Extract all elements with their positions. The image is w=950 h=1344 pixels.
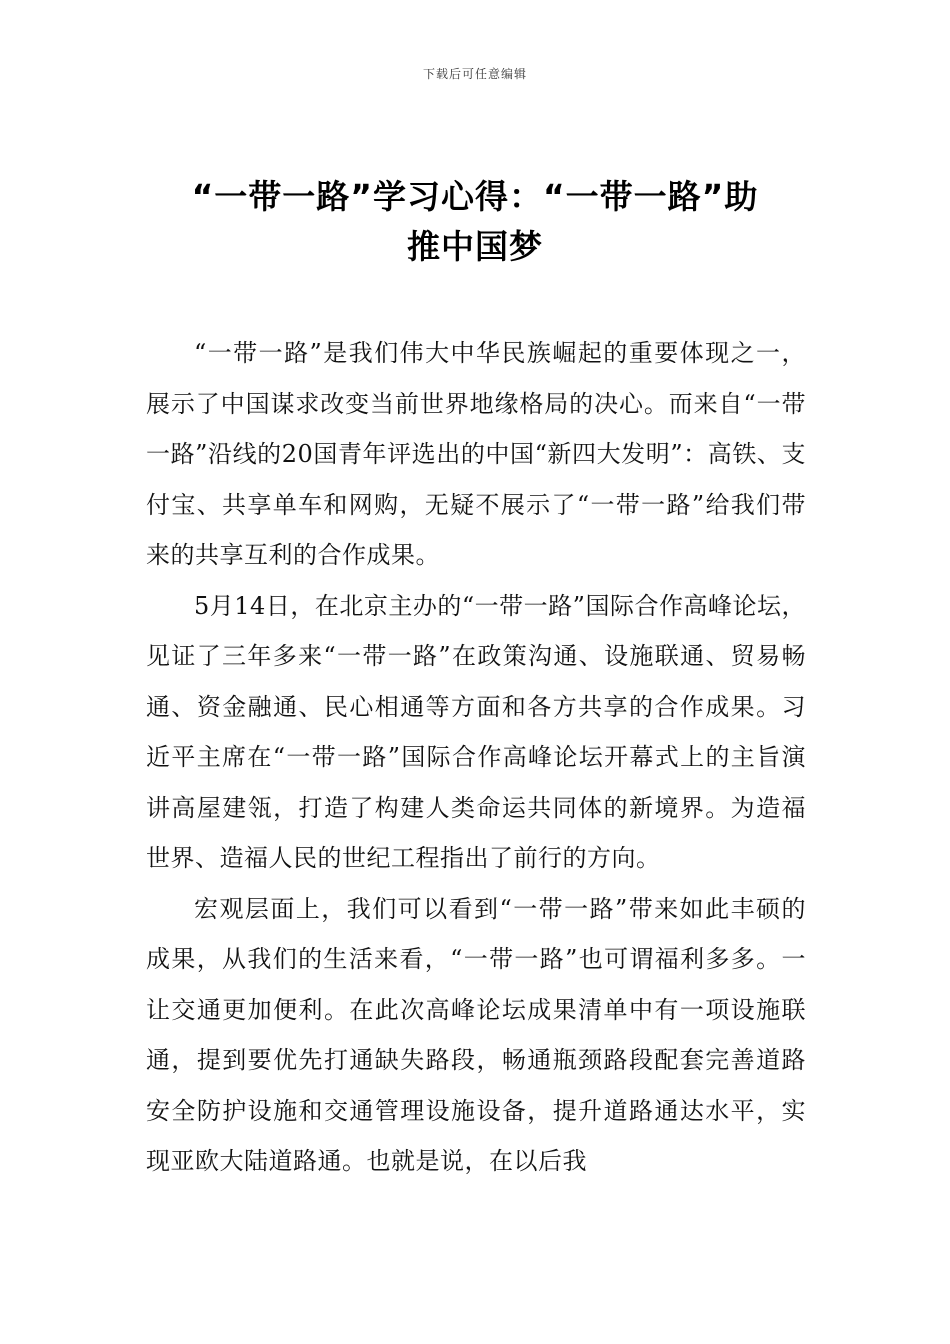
document-body [146,328,806,1187]
header-note: 下载后可任意编辑 [422,67,527,81]
paragraph: “一带一路”是我们伟大中华民族崛起的重要体现之一，展示了中国谋求改变当前世界地缘格局的决心。而来自“一带一路”沿线的20国青年评选出的中国“新四大发明”：高铁、支付宝、共享单车和网购，无疑不展示了“一带一路”给我们带来的共享互利的合作成果。 [146,339,806,569]
document-title [140,172,810,272]
title-line-2: 推中国梦 [407,227,543,266]
paragraph: 5月14日，在北京主办的“一带一路”国际合作高峰论坛，见证了三年多来“一带一路”在政策沟通、设施联通、贸易畅通、资金融通、民心相通等方面和各方共享的合作成果。习近平主席在“一带一路”国际合作高峰论坛开幕式上的主旨演讲高屋建瓴，打造了构建人类命运共同体的新境界。为造福世界、造福人民的世纪工程指出了前行的方向。 [146,591,806,872]
paragraph: 宏观层面上，我们可以看到“一带一路”带来如此丰硕的成果，从我们的生活来看，“一带一路”也可谓福利多多。一让交通更加便利。在此次高峰论坛成果清单中有一项设施联通，提到要优先打通缺失路段，畅通瓶颈路段配套完善道路安全防护设施和交通管理设施设备，提升道路通达水平，实现亚欧大陆道路通。也就是说，在以后我 [146,894,806,1175]
title-line-1: “一带一路”学习心得：“一带一路”助 [191,177,759,216]
